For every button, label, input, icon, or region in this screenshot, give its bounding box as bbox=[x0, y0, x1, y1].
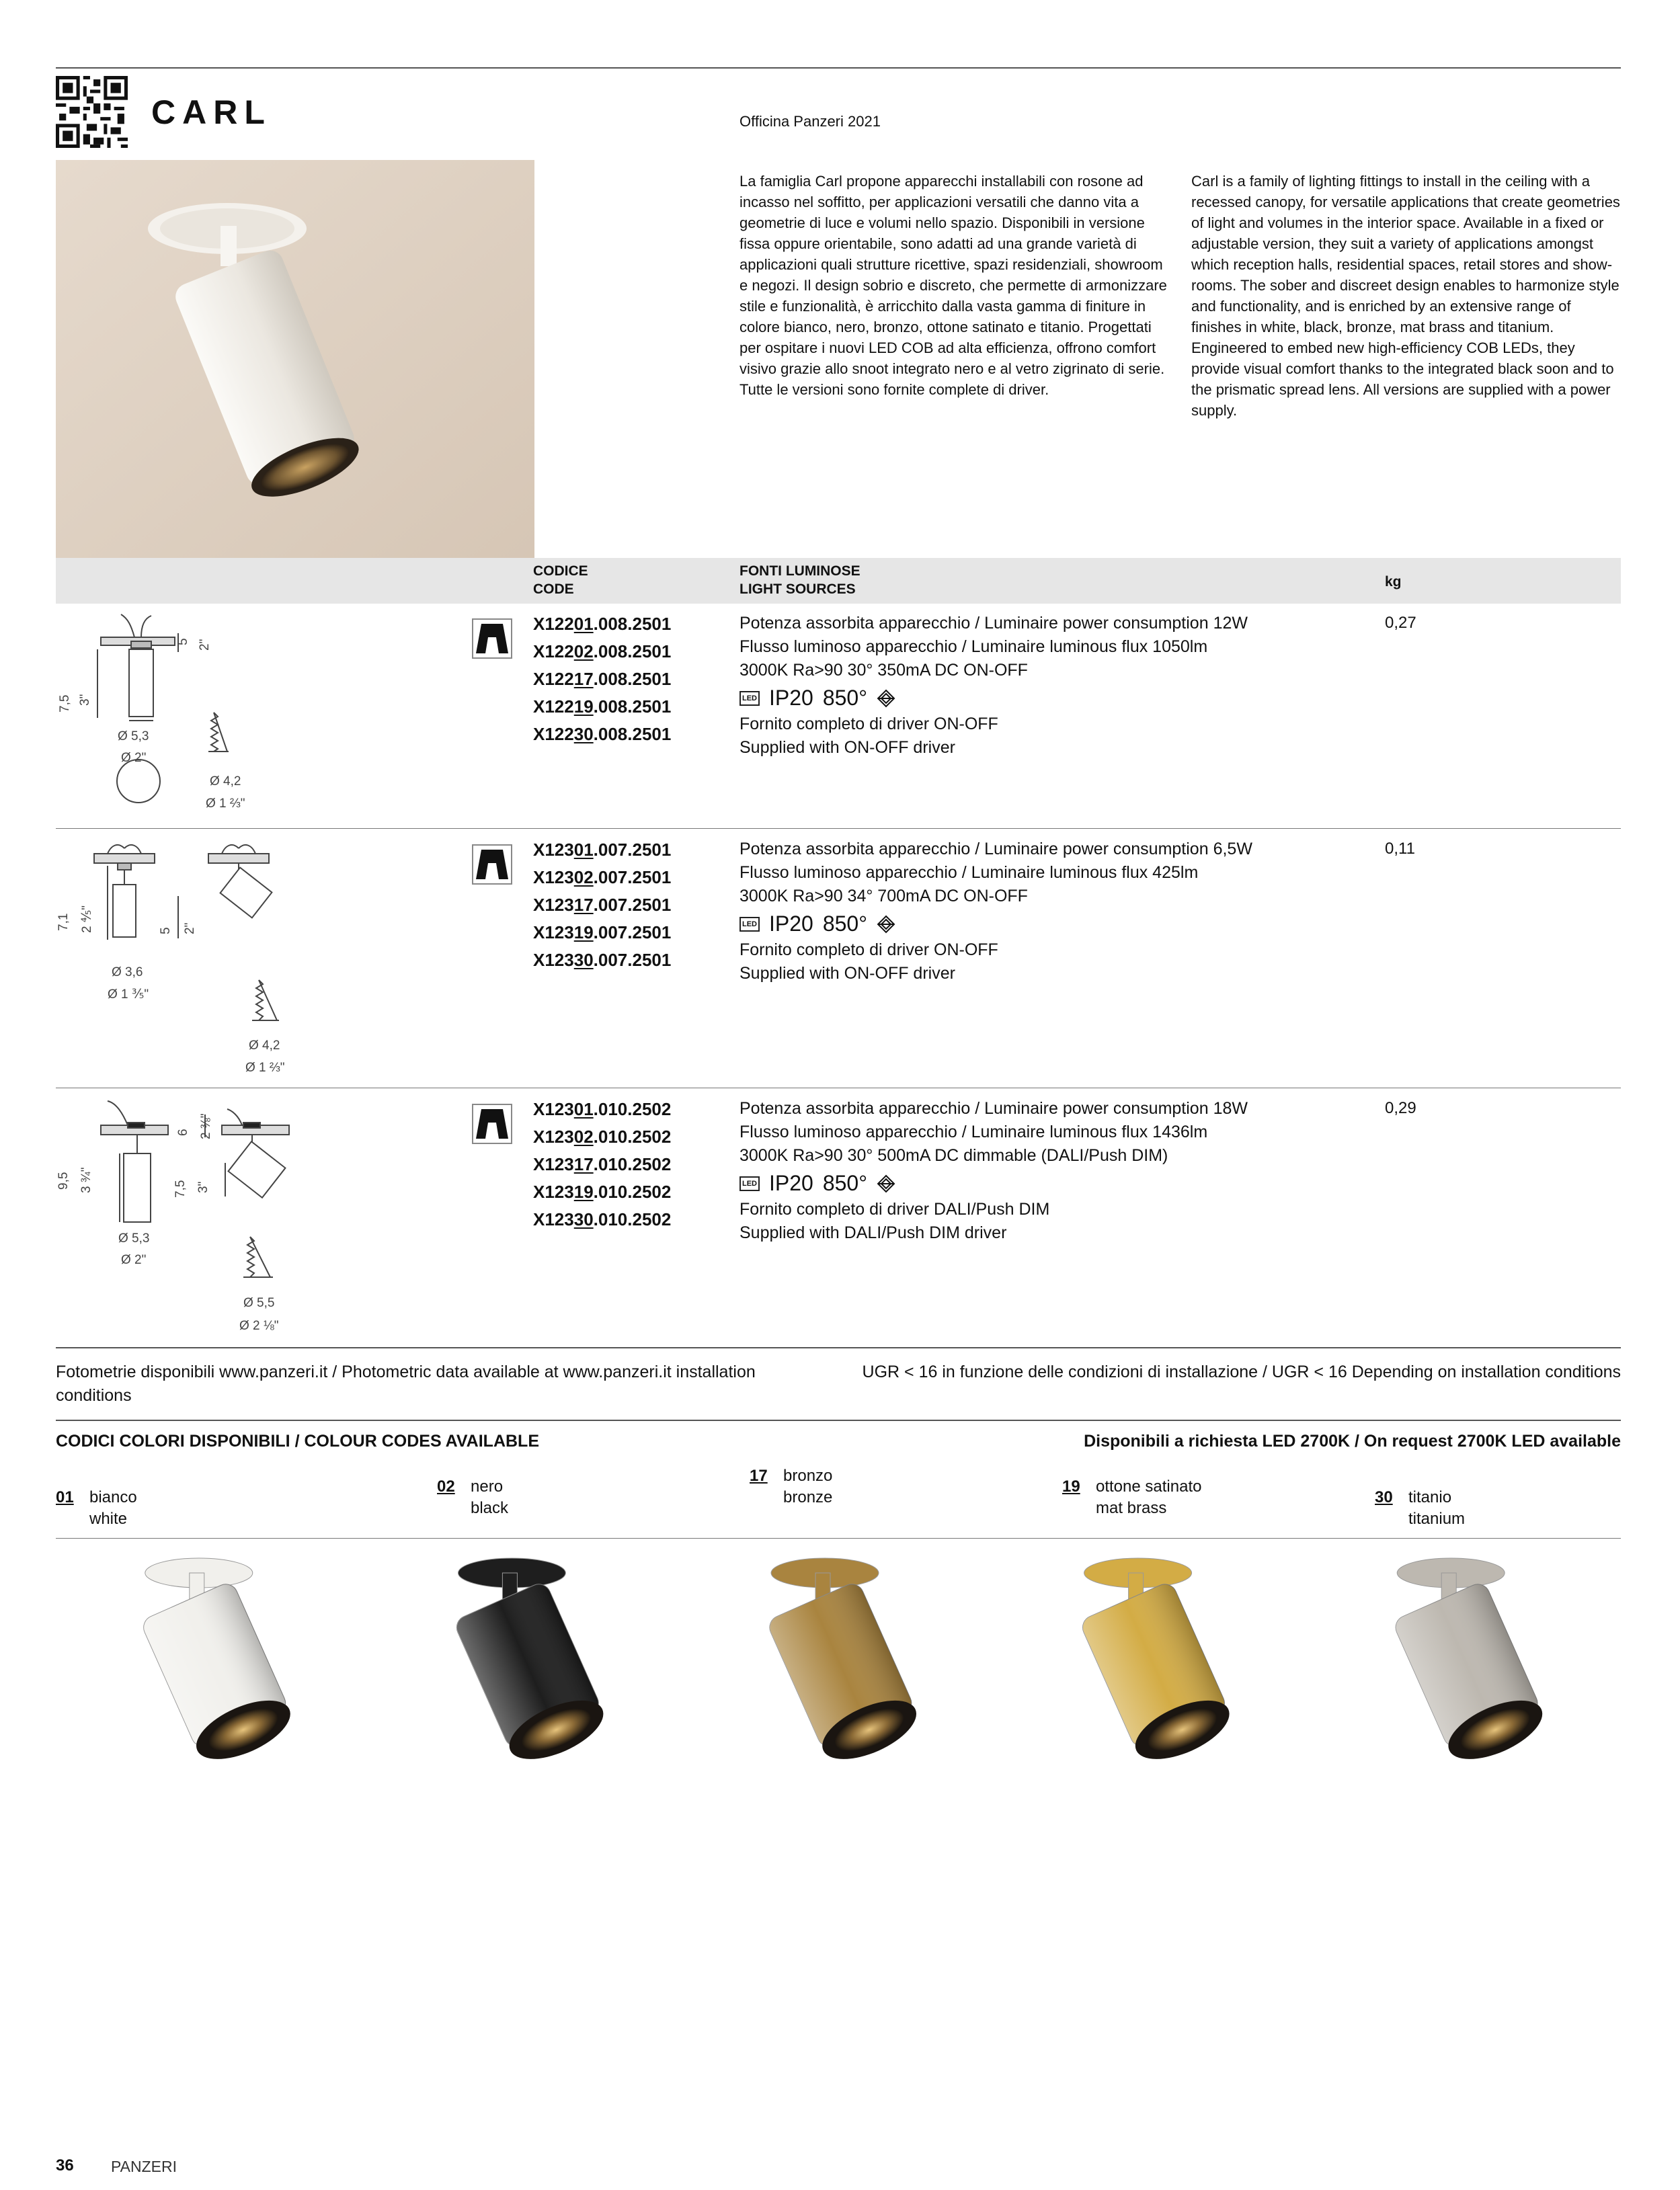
product-code: X12317.007.2501 bbox=[533, 895, 672, 915]
colour-number: 30 bbox=[1375, 1488, 1393, 1506]
led-specs: 3000K Ra>90 34° 700mA DC ON-OFF bbox=[739, 887, 1028, 905]
dim-height-in: 3" bbox=[78, 694, 92, 706]
luminous-flux: Flusso luminoso apparecchio / Luminaire luminous flux 1050lm bbox=[739, 637, 1208, 656]
beam-shape-icon bbox=[472, 1104, 512, 1144]
header-light-sources: FONTI LUMINOSE LIGHT SOURCES bbox=[739, 563, 861, 597]
product-code: X12217.008.2501 bbox=[533, 669, 672, 689]
dim-diameter-in: Ø 1 ⅗" bbox=[108, 987, 149, 1002]
colour-number: 02 bbox=[437, 1477, 455, 1496]
colour-name-en: mat brass bbox=[1096, 1499, 1167, 1517]
description-english: Carl is a family of lighting fittings to install in the ceiling with a recessed canopy, for versatile applications that create geometries of light and volumes in the interior space. Available in a fixed or adjustable version, they suit a variety of applications amongst which reception halls, residential spaces, retail stores and show-rooms. The sober and discreet design enables to harmonize style and functionality, and is enriched by an extensive range of finishes in white, black, bronze, mat brass and titanium. Engineered to embed new high-efficiency COB LEDs, they provide visual comfort thanks to the integrated black soon and to the prismatic spread lens. All versions are supplied with a power supply. bbox=[1191, 173, 1620, 419]
hero-product-photo bbox=[56, 160, 534, 558]
rating-line bbox=[739, 1172, 1248, 1195]
colour-name-it: bronzo bbox=[783, 1467, 833, 1485]
ip-rating: IP20 bbox=[769, 686, 813, 710]
header-code: CODICE CODE bbox=[533, 563, 588, 597]
colour-code-item bbox=[1062, 1476, 1201, 1519]
ip-rating: IP20 bbox=[769, 1171, 813, 1195]
product-code: X12330.007.2501 bbox=[533, 950, 672, 970]
finish-lamp-01 bbox=[140, 1558, 298, 1771]
product-weight: 0,29 bbox=[1385, 1099, 1416, 1117]
colour-code-item bbox=[1375, 1487, 1465, 1530]
finish-lamp-17 bbox=[766, 1558, 924, 1771]
product-code: X12301.010.2502 bbox=[533, 1099, 672, 1119]
product-code: X12319.007.2501 bbox=[533, 922, 672, 942]
product-code: X12302.010.2502 bbox=[533, 1127, 672, 1147]
colour-name-it: titanio bbox=[1408, 1488, 1452, 1506]
product-codes bbox=[533, 1096, 671, 1233]
dim-diameter-cm: Ø 5,3 bbox=[118, 729, 149, 743]
on-request-note: Disponibili a richiesta LED 2700K / On request 2700K LED available bbox=[1084, 1432, 1621, 1451]
colour-name-it: bianco bbox=[89, 1488, 137, 1506]
colour-code-item bbox=[750, 1465, 832, 1508]
dim-recess-in: 2 ⅜" bbox=[199, 1113, 213, 1139]
driver-info-en: Supplied with DALI/Push DIM driver bbox=[739, 1223, 1007, 1242]
colour-number: 01 bbox=[56, 1488, 74, 1506]
finish-lamp-19 bbox=[1079, 1558, 1238, 1771]
dim-cutout-in: Ø 1 ⅔" bbox=[206, 797, 245, 811]
header-weight: kg bbox=[1385, 574, 1402, 590]
beam-shape-icon bbox=[472, 844, 512, 885]
dim-diameter-cm: Ø 3,6 bbox=[112, 965, 143, 979]
colour-number: 19 bbox=[1062, 1477, 1080, 1496]
light-source-specs bbox=[739, 838, 1252, 985]
catalog-edition: Officina Panzeri 2021 bbox=[739, 113, 881, 130]
product-family-title: CARL bbox=[151, 93, 272, 131]
dim-height-in: 2 ⅘" bbox=[80, 905, 94, 933]
light-source-specs bbox=[739, 1097, 1248, 1245]
colour-code-item bbox=[437, 1476, 508, 1519]
luminous-flux: Flusso luminoso apparecchio / Luminaire luminous flux 1436lm bbox=[739, 1123, 1208, 1141]
class-insulation-icon bbox=[877, 689, 895, 708]
dim-height-cm: 7,1 bbox=[56, 913, 71, 931]
photometric-note: Fotometrie disponibili www.panzeri.it / Photometric data available at www.panzeri.it installation conditions bbox=[56, 1363, 756, 1405]
colour-name-it: ottone satinato bbox=[1096, 1477, 1202, 1496]
led-icon: LED bbox=[739, 691, 760, 706]
beam-shape-icon bbox=[472, 618, 512, 659]
dim-height-cm: 7,5 bbox=[58, 694, 72, 713]
dim-cutout-in: Ø 1 ⅔" bbox=[245, 1061, 285, 1075]
colour-name-en: bronze bbox=[783, 1488, 833, 1506]
product-code: X12319.010.2502 bbox=[533, 1182, 672, 1202]
colour-codes-rule bbox=[56, 1538, 1621, 1539]
top-rule bbox=[56, 67, 1621, 69]
product-code: X12202.008.2501 bbox=[533, 641, 672, 661]
ip-rating: IP20 bbox=[769, 911, 813, 936]
driver-info-it: Fornito completo di driver DALI/Push DIM bbox=[739, 1200, 1050, 1219]
driver-info-en: Supplied with ON-OFF driver bbox=[739, 964, 955, 983]
product-code: X12219.008.2501 bbox=[533, 696, 672, 717]
led-icon: LED bbox=[739, 1176, 760, 1191]
product-code: X12330.010.2502 bbox=[533, 1209, 672, 1229]
product-weight: 0,11 bbox=[1385, 840, 1415, 858]
dim-recess-in: 2" bbox=[183, 922, 197, 934]
light-source-specs bbox=[739, 612, 1248, 760]
class-insulation-icon bbox=[877, 915, 895, 934]
dim-diameter-in: Ø 2" bbox=[121, 751, 147, 765]
driver-info-it: Fornito completo di driver ON-OFF bbox=[739, 715, 998, 733]
finish-photos bbox=[56, 1553, 1621, 1781]
dim-recess-cm: 5 bbox=[176, 638, 190, 645]
product-code: X12301.007.2501 bbox=[533, 840, 672, 860]
dim-height-cm: 9,5 bbox=[56, 1172, 71, 1190]
dim-cutout-cm: Ø 4,2 bbox=[210, 774, 241, 788]
footer-brand: PANZERI bbox=[111, 2158, 177, 2175]
ugr-note: UGR < 16 in funzione delle condizioni di installazione / UGR < 16 Depending on installation conditions bbox=[862, 1363, 1621, 1381]
finish-lamp-02 bbox=[453, 1558, 612, 1771]
product-codes bbox=[533, 610, 671, 748]
glow-wire-rating: 850° bbox=[822, 911, 868, 936]
qr-code-icon bbox=[56, 76, 128, 148]
glow-wire-rating: 850° bbox=[822, 1171, 868, 1195]
dim-height-in: 3 ¾" bbox=[79, 1167, 93, 1193]
led-icon: LED bbox=[739, 917, 760, 932]
power-consumption: Potenza assorbita apparecchio / Luminaire power consumption 12W bbox=[739, 614, 1248, 633]
colour-name-it: nero bbox=[471, 1477, 504, 1496]
led-specs: 3000K Ra>90 30° 500mA DC dimmable (DALI/Push DIM) bbox=[739, 1146, 1168, 1165]
product-code: X12317.010.2502 bbox=[533, 1154, 672, 1174]
dim-diameter-in: Ø 2" bbox=[121, 1253, 147, 1267]
dim-recess-in: 2" bbox=[198, 639, 212, 651]
driver-info-en: Supplied with ON-OFF driver bbox=[739, 738, 955, 757]
dim-body-cm: 7,5 bbox=[173, 1180, 188, 1198]
table-bottom-rule bbox=[56, 1347, 1621, 1348]
dim-recess-cm: 5 bbox=[159, 927, 173, 934]
row-divider bbox=[56, 828, 1621, 829]
colour-name-en: titanium bbox=[1408, 1510, 1466, 1528]
dim-recess-cm: 6 bbox=[176, 1129, 190, 1136]
dim-body-in: 3" bbox=[196, 1181, 210, 1193]
colour-code-item bbox=[56, 1487, 137, 1530]
dim-cutout-in: Ø 2 ⅛" bbox=[239, 1319, 279, 1333]
power-consumption: Potenza assorbita apparecchio / Luminaire power consumption 18W bbox=[739, 1099, 1248, 1118]
colour-codes-title: CODICI COLORI DISPONIBILI / COLOUR CODES AVAILABLE bbox=[56, 1432, 539, 1451]
rating-line bbox=[739, 686, 1248, 710]
colour-number: 17 bbox=[750, 1467, 768, 1485]
glow-wire-rating: 850° bbox=[822, 686, 868, 710]
dim-cutout-cm: Ø 5,5 bbox=[243, 1296, 275, 1310]
driver-info-it: Fornito completo di driver ON-OFF bbox=[739, 940, 998, 959]
dim-diameter-cm: Ø 5,3 bbox=[118, 1231, 150, 1246]
led-specs: 3000K Ra>90 30° 350mA DC ON-OFF bbox=[739, 661, 1028, 680]
power-consumption: Potenza assorbita apparecchio / Luminaire power consumption 6,5W bbox=[739, 840, 1252, 858]
rating-line bbox=[739, 912, 1252, 936]
description-italian: La famiglia Carl propone apparecchi installabili con rosone ad incasso nel soffitto, per applicazioni versatili che danno vita a geometrie di luce e volumi nello spazio. Disponibili in versione fissa oppure orientabile, sono adatti ad una grande varietà di applicazioni quali strutture ricettive, spazi residenziali, showroom e negozi. Il design sobrio e discreto, che permette di armonizzare stile e funzionalità, è arricchito dalla vasta gamma di finiture in colore bianco, nero, bronzo, ottone satinato e titanio. Progettati per ospitare i nuovi LED COB ad alta efficienza, offrono comfort visivo grazie allo snoot integrato nero e al vetro zigrinato di serie. Tutte le versioni sono fornite complete di driver. bbox=[739, 173, 1167, 398]
dim-cutout-cm: Ø 4,2 bbox=[249, 1039, 280, 1053]
product-code: X12201.008.2501 bbox=[533, 614, 672, 634]
class-insulation-icon bbox=[877, 1174, 895, 1193]
product-weight: 0,27 bbox=[1385, 614, 1416, 632]
colour-name-en: white bbox=[89, 1510, 128, 1528]
colour-name-en: black bbox=[471, 1499, 509, 1517]
product-codes bbox=[533, 836, 671, 974]
luminous-flux: Flusso luminoso apparecchio / Luminaire luminous flux 425lm bbox=[739, 863, 1199, 882]
page-number: 36 bbox=[56, 2156, 74, 2175]
finish-lamp-30 bbox=[1392, 1558, 1550, 1771]
technical-drawing-adjustable bbox=[87, 839, 303, 1061]
product-code: X12302.007.2501 bbox=[533, 867, 672, 887]
product-code: X12230.008.2501 bbox=[533, 724, 672, 744]
section-rule bbox=[56, 1420, 1621, 1421]
